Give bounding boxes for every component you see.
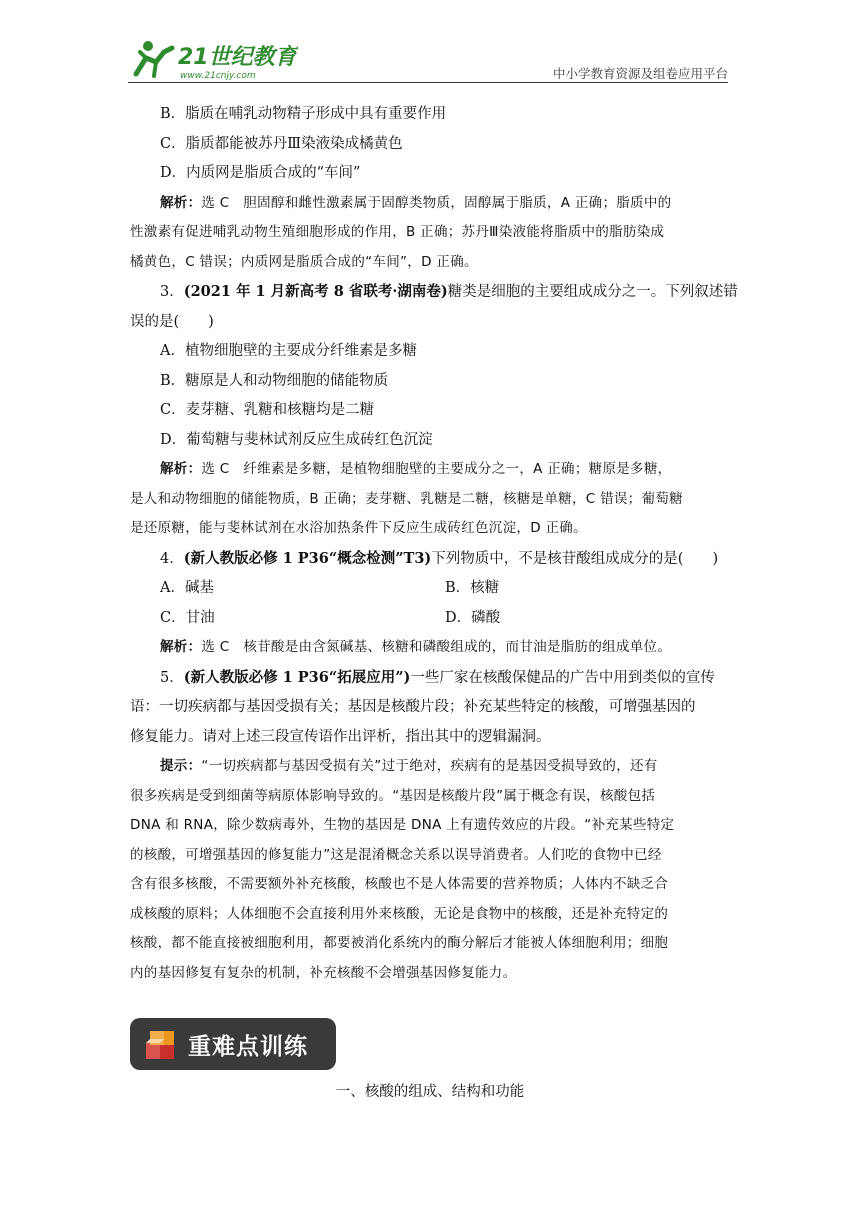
- question-3-line-1: 3．(2021 年 1 月新高考 8 省联考·湖南卷)糖类是细胞的主要组成成分之一。下列叙述错: [160, 283, 738, 300]
- hint-5-line-2: 很多疾病是受到细菌等病原体影响导致的。“基因是核酸片段”属于概念有误，核酸包括: [130, 787, 656, 804]
- question-5-source: (新人教版必修 1 P36“拓展应用”): [183, 668, 411, 686]
- question-4-options-row-2: [130, 604, 730, 634]
- hint-5-line-6: 成核酸的原料；人体细胞不会直接利用外来核酸，无论是食物中的核酸，还是补充特定的: [130, 905, 669, 922]
- option-d: D．内质网是脂质合成的“车间”: [160, 165, 361, 181]
- question-4-option-b: B．核糖: [445, 580, 500, 596]
- header-divider: [128, 82, 728, 83]
- answer-2-line-3: 橘黄色，C 错误；内质网是脂质合成的“车间”，D 正确。: [130, 253, 478, 270]
- answer-4: 解析：选 C 核苷酸是由含氮碱基、核糖和磷酸组成的，而甘油是脂肪的组成单位。: [160, 639, 672, 655]
- platform-name: 中小学教育资源及组卷应用平台: [552, 66, 728, 81]
- hint-5-line-5: 含有很多核酸，不需要额外补充核酸，核酸也不是人体需要的营养物质；人体内不缺乏合: [130, 876, 669, 892]
- question-4-option-a: A．碱基: [160, 580, 214, 596]
- option-b: B．脂质在哺乳动物精子形成中具有重要作用: [160, 106, 447, 122]
- hint-5-line-4: 的核酸，可增强基因的修复能力”这是混淆概念关系以误导消费者。人们吃的食物中已经: [130, 846, 662, 863]
- hint-5-line-8: 内的基因修复有复杂的机制，补充核酸不会增强基因修复能力。: [130, 964, 517, 981]
- hint-5-line-7: 核酸，都不能直接被细胞利用，都要被消化系统内的酶分解后才能被人体细胞利用；细胞: [130, 935, 669, 951]
- question-3-source: (2021 年 1 月新高考 8 省联考·湖南卷): [183, 283, 448, 300]
- answer-2-line-1: 解析：选 C 胆固醇和雌性激素属于固醇类物质，固醇属于脂质，A 正确；脂质中的: [160, 194, 672, 211]
- hint-5-line-1: 提示：“一切疾病都与基因受损有关”过于绝对，疾病有的是基因受损导致的，还有: [160, 758, 658, 774]
- answer-2-line-2: 性激素有促进哺乳动物生殖细胞形成的作用，B 正确；苏丹Ⅲ染液能将脂质中的脂肪染成: [130, 224, 665, 240]
- page-header: [0, 0, 860, 90]
- question-4-source: (新人教版必修 1 P36“概念检测”T3): [183, 549, 432, 567]
- answer-3-line-1: 解析：选 C 纤维素是多糖，是植物细胞壁的主要成分之一，A 正确；糖原是多糖，: [160, 461, 672, 477]
- section-title: 一、核酸的组成、结构和功能: [335, 1084, 525, 1100]
- document-body: [130, 100, 738, 988]
- question-3-option-c: C．麦芽糖、乳糖和核糖均是二糖: [160, 402, 375, 418]
- question-5-line-1: 5．(新人教版必修 1 P36“拓展应用”)一些厂家在核酸保健品的广告中用到类似的宣传: [160, 668, 715, 686]
- answer-3-line-3: 是还原糖，能与斐林试剂在水浴加热条件下反应生成砖红色沉淀，D 正确。: [130, 520, 587, 536]
- question-3-option-a: A．植物细胞壁的主要成分纤维素是多糖: [160, 343, 417, 359]
- question-4-options-row-1: [130, 574, 730, 604]
- 21cnjy-logo: [128, 34, 298, 84]
- answer-3-line-2: 是人和动物细胞的储能物质，B 正确；麦芽糖、乳糖是二糖，核糖是单糖，C 错误；葡萄糖: [130, 490, 683, 507]
- question-4: 4．(新人教版必修 1 P36“概念检测”T3)下列物质中，不是核苷酸组成成分的是( ): [160, 549, 719, 567]
- logo-url: www.21cnjy.com: [180, 71, 256, 81]
- question-3-option-d: D．葡萄糖与斐林试剂反应生成砖红色沉淀: [160, 431, 433, 448]
- option-c: C．脂质都能被苏丹Ⅲ染液染成橘黄色: [160, 135, 403, 152]
- books-icon: [144, 1027, 178, 1061]
- banner-title: 重难点训练: [188, 1033, 308, 1060]
- question-3-line-2: 误的是( ): [130, 313, 214, 330]
- question-4-option-c: C．甘油: [160, 609, 215, 626]
- question-3-option-b: B．糖原是人和动物细胞的储能物质: [160, 372, 389, 389]
- hint-5-line-3: DNA 和 RNA，除少数病毒外，生物的基因是 DNA 上有遗传效应的片段。“补充某些特定: [130, 817, 675, 833]
- section-banner: [130, 1018, 336, 1070]
- logo-text: 21世纪教育: [178, 45, 297, 70]
- question-4-option-d: D．磷酸: [445, 609, 501, 626]
- question-5-line-3: 修复能力。请对上述三段宣传语作出评析，指出其中的逻辑漏洞。: [130, 728, 551, 745]
- question-5-line-2: 语：一切疾病都与基因受损有关；基因是核酸片段；补充某些特定的核酸，可增强基因的: [130, 699, 696, 715]
